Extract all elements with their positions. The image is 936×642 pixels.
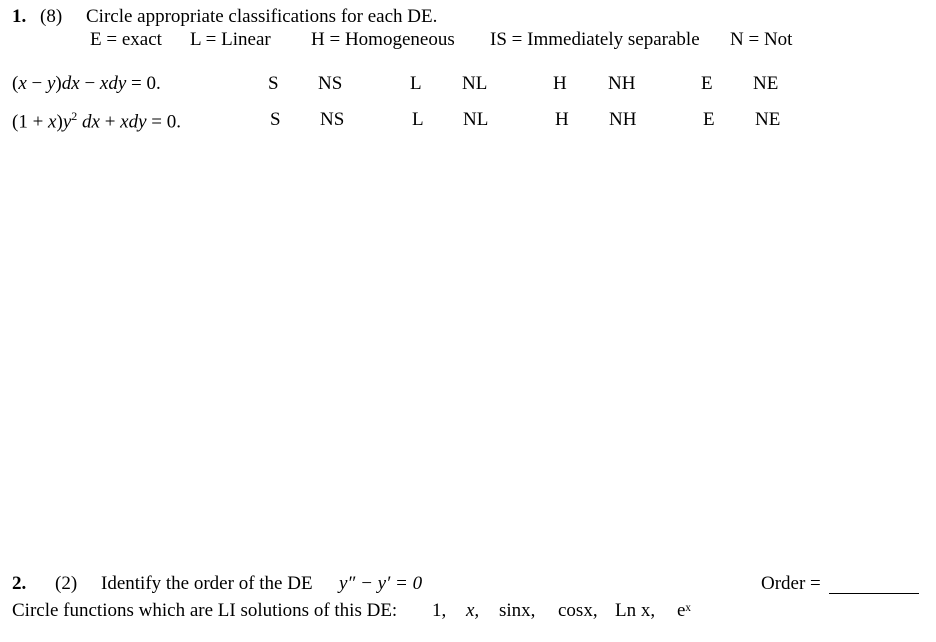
q2-line2: Circle functions which are LI solutions of this DE: — [12, 600, 398, 621]
option-E[interactable]: E — [701, 73, 713, 94]
option-L[interactable]: L — [412, 109, 424, 130]
option-E[interactable]: E — [703, 109, 715, 130]
option-NL[interactable]: NL — [463, 109, 489, 130]
option-NS[interactable]: NS — [318, 73, 343, 94]
option-NH[interactable]: NH — [608, 73, 636, 94]
legend-linear: L = Linear — [190, 29, 271, 50]
function-x[interactable]: x, — [466, 600, 480, 621]
q2-points: (2) — [55, 573, 78, 594]
order-answer-blank[interactable] — [829, 593, 919, 594]
option-L[interactable]: L — [410, 73, 422, 94]
function-one[interactable]: 1, — [432, 600, 447, 621]
option-NE[interactable]: NE — [753, 73, 779, 94]
option-H[interactable]: H — [553, 73, 567, 94]
q1-instruction: Circle appropriate classifications for each DE. — [86, 6, 438, 27]
q1-points: (8) — [40, 6, 63, 27]
order-label: Order = — [761, 573, 821, 594]
option-NS[interactable]: NS — [320, 109, 345, 130]
option-NE[interactable]: NE — [755, 109, 781, 130]
equation-expression: (x − y)dx − xdy = 0. — [12, 73, 161, 94]
legend-not: N = Not — [730, 29, 793, 50]
option-NH[interactable]: NH — [609, 109, 637, 130]
option-S[interactable]: S — [270, 109, 281, 130]
q1-number: 1. — [12, 6, 27, 27]
option-H[interactable]: H — [555, 109, 569, 130]
function-cosx[interactable]: cosx, — [558, 600, 598, 621]
option-NL[interactable]: NL — [462, 73, 488, 94]
q2-differential-equation: y″ − y′ = 0 — [339, 573, 423, 594]
q2-instruction: Identify the order of the DE — [101, 573, 313, 594]
function-exp[interactable]: eˣ — [677, 600, 691, 621]
legend-exact: E = exact — [90, 29, 162, 50]
equation-expression: $(1 + x)y^2$ dx + xdy = 0. — [12, 109, 181, 133]
function-sinx[interactable]: sinx, — [499, 600, 536, 621]
option-S[interactable]: S — [268, 73, 279, 94]
q2-number: 2. — [12, 573, 27, 594]
legend-separable: IS = Immediately separable — [490, 29, 700, 50]
function-lnx[interactable]: Ln x, — [615, 600, 656, 621]
legend-homogeneous: H = Homogeneous — [311, 29, 455, 50]
